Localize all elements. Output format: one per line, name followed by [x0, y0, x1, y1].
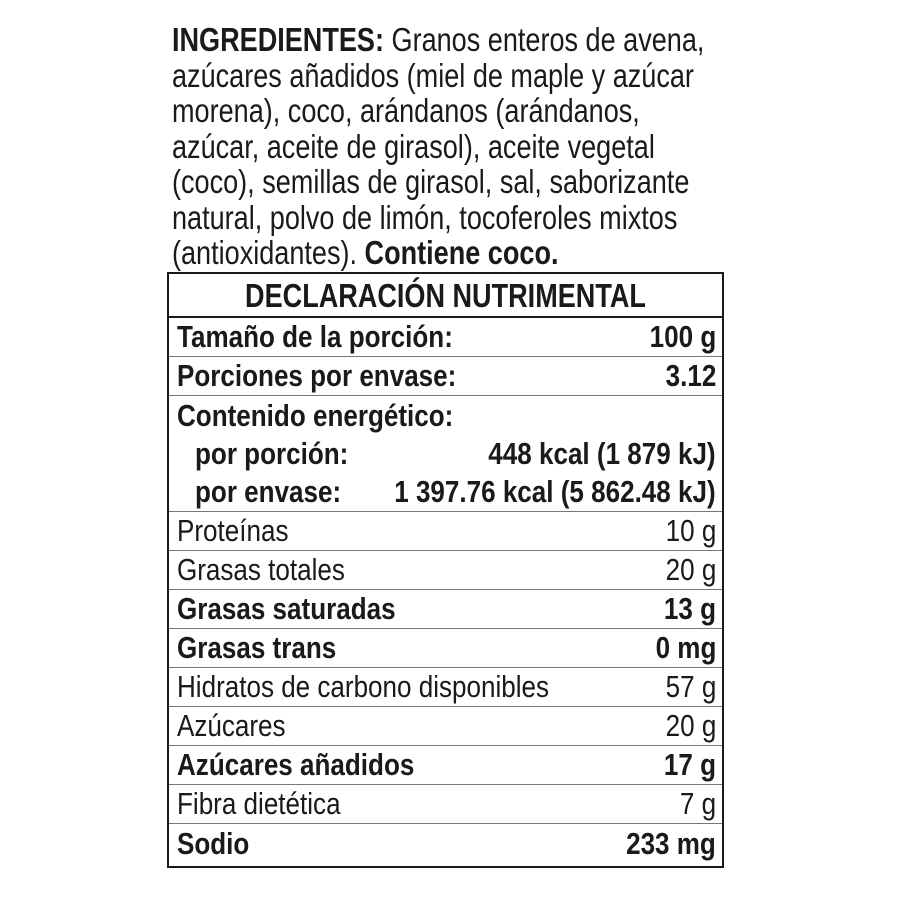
- nutrition-title-row: [169, 274, 722, 318]
- nutrient-value: 10 g: [665, 513, 716, 548]
- nutrient-label: Sodio: [177, 826, 250, 861]
- nutrition-title: DECLARACIÓN NUTRIMENTAL: [245, 277, 646, 314]
- nutrient-value: 17 g: [663, 747, 716, 782]
- energy-label: Contenido energético:: [177, 398, 454, 433]
- nutrient-label: Azúcares añadidos: [177, 747, 415, 782]
- nutrient-label: Hidratos de carbono disponibles: [177, 669, 550, 704]
- nutrient-row: [169, 551, 722, 590]
- nutrient-label: Grasas trans: [177, 630, 337, 665]
- serving-size-label: Tamaño de la porción:: [177, 319, 453, 354]
- nutrient-value: 57 g: [665, 669, 716, 704]
- energy-per-package-label: por envase:: [195, 474, 342, 509]
- nutrient-row: [169, 629, 722, 668]
- energy-per-serving-value: 448 kcal (1 879 kJ): [488, 436, 716, 471]
- nutrient-label: Grasas totales: [177, 552, 345, 587]
- energy-row: [169, 396, 722, 512]
- ingredients-paragraph: [172, 22, 732, 271]
- nutrient-label: Azúcares: [177, 708, 286, 743]
- nutrient-row: [169, 668, 722, 707]
- ingredients-label: INGREDIENTES:: [172, 21, 384, 58]
- nutrient-label: Fibra dietética: [177, 786, 341, 821]
- nutrient-row: [169, 824, 722, 866]
- nutrient-row: [169, 785, 722, 824]
- nutrient-label: Proteínas: [177, 513, 289, 548]
- nutrient-value: 20 g: [665, 552, 716, 587]
- servings-value: 3.12: [665, 358, 716, 393]
- nutrient-value: 13 g: [663, 591, 716, 626]
- nutrient-row: [169, 746, 722, 785]
- nutrient-row: [169, 512, 722, 551]
- servings-label: Porciones por envase:: [177, 358, 457, 393]
- energy-per-serving-label: por porción:: [195, 436, 349, 471]
- nutrient-value: 7 g: [679, 786, 716, 821]
- energy-per-package-value: 1 397.76 kcal (5 862.48 kJ): [394, 474, 716, 509]
- servings-row: [169, 357, 722, 396]
- nutrient-row: [169, 707, 722, 746]
- nutrition-facts-panel: [167, 272, 724, 868]
- ingredients-text: Granos enteros de avena, azúcares añadidos (miel de maple y azúcar morena), coco, arándanos (arándanos, azúcar, aceite de girasol), aceite vegetal (coco), semillas de girasol, sal, saborizante natural, polvo de limón, tocoferoles mixtos (antioxidantes).: [172, 21, 705, 271]
- nutrient-value: 0 mg: [655, 630, 716, 665]
- nutrient-label: Grasas saturadas: [177, 591, 396, 626]
- serving-size-value: 100 g: [649, 319, 716, 354]
- nutrient-row: [169, 590, 722, 629]
- nutrient-value: 20 g: [665, 708, 716, 743]
- serving-size-row: [169, 318, 722, 357]
- allergen-statement: Contiene coco.: [364, 234, 559, 271]
- nutrient-value: 233 mg: [626, 826, 716, 861]
